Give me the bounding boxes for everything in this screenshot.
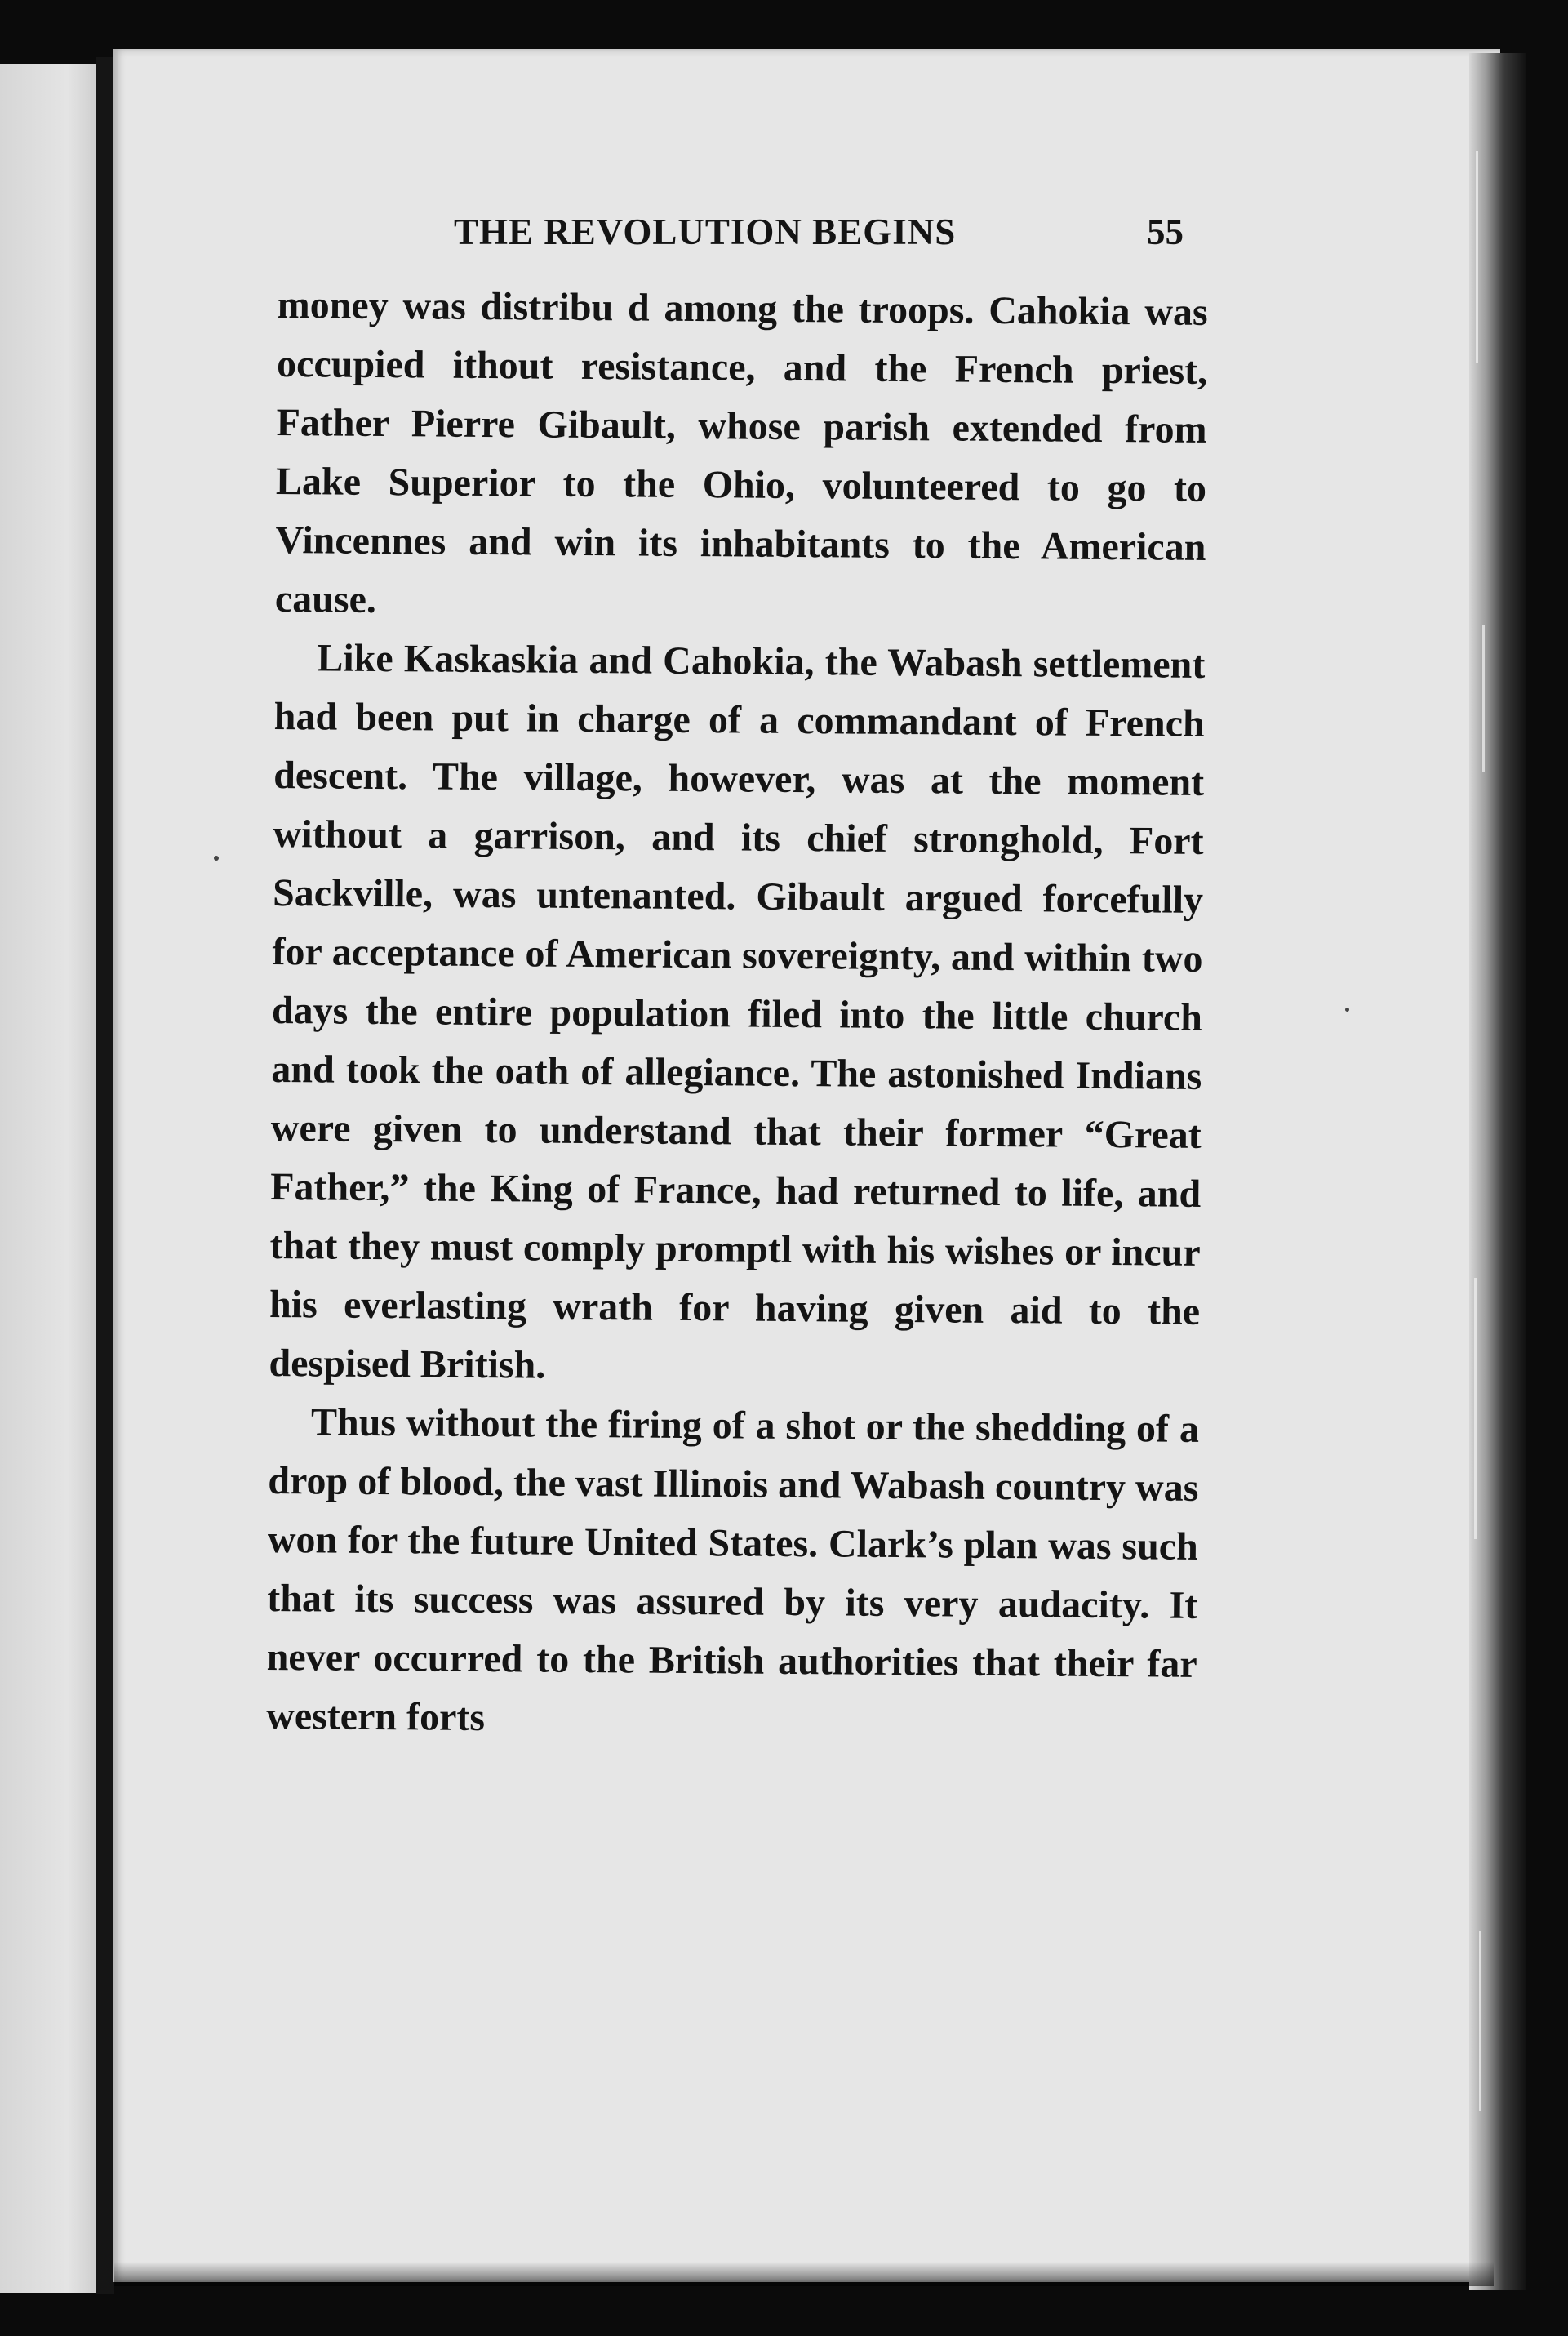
running-head-title: THE REVOLUTION BEGINS [454,211,957,252]
paragraph-1: money was distribu d among the troops. Cahokia was occupied ithout resistance, and the French priest, Father Pierre Gibault, whose parish extended from Lake Superior to the Ohio, volunteered to go to Vincennes and win its inhabitants to the American cause. [274,283,1208,621]
edge-streak [1474,1278,1477,1539]
right-page-edge [1469,53,1526,2290]
edge-streak [1482,625,1485,772]
body-text [266,276,1208,1753]
book-gutter [96,57,114,2294]
scan-speck [214,856,219,861]
edge-streak [1479,1931,1481,2111]
paragraph-2: Like Kaskaskia and Cahokia, the Wabash settlement had been put in charge of a commandant of French descent. The village, however, was at the moment without a garrison, and its chief stronghold, Fort Sackville, was untenanted. Gibault argued forcefully for acceptance of American sovereignty, and within two days the entire population filed into the little church and took the oath of allegiance. The astonished Indians were given to understand that their former “Great Father,” the King of France, had returned to life, and that they must comply promptl with his wishes or incur his everlasting wrath for having given aid to the despised British. [269,636,1206,1387]
page-bottom-shadow [114,2262,1494,2286]
scan-speck [1345,1008,1349,1012]
paragraph-3: Thus without the firing of a shot or the shedding of a drop of blood, the vast Illinois and Wabash country was won for the future United States. Clark’s plan was such that its success was assured by its very audacity. It never occurred to the British authorities that their far western forts [265,1400,1200,1740]
left-page-edge [0,64,96,2293]
page-number: 55 [1147,211,1184,252]
edge-streak [1476,151,1478,363]
